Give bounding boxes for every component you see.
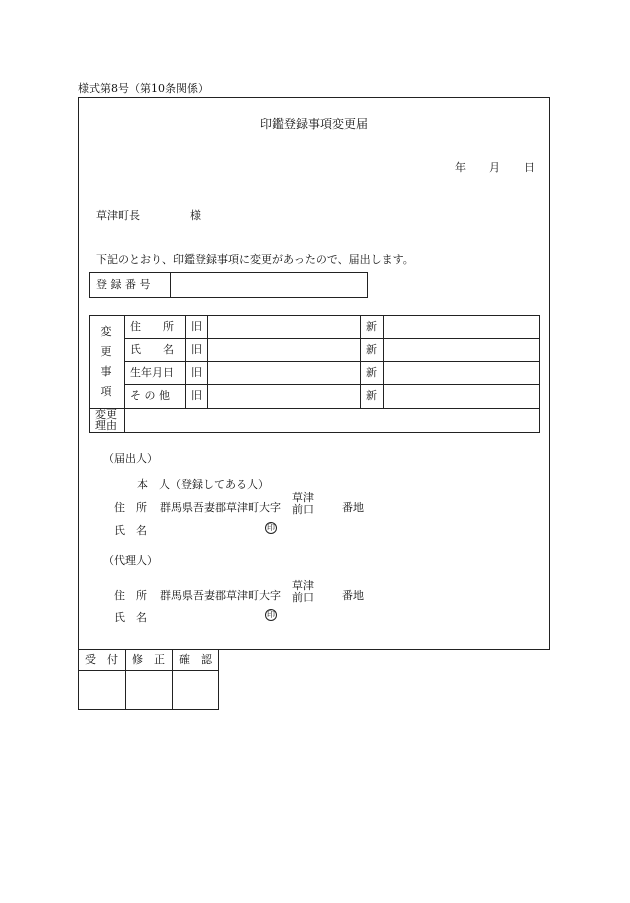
change-heading-char: 変: [100, 325, 112, 338]
change-col-divider-1: [124, 315, 125, 433]
agent-heading: （代理人）: [103, 554, 158, 567]
notifier-address-label: 住 所: [114, 501, 147, 514]
old-birthdate-field[interactable]: [212, 367, 356, 379]
addressee-town: 草津町長: [96, 209, 140, 222]
reason-label-line-1: 変更: [95, 408, 117, 421]
change-row-divider-3: [124, 384, 540, 385]
change-heading-char: 項: [100, 385, 112, 398]
date-day: 日: [524, 161, 535, 174]
old-name-field[interactable]: [212, 344, 356, 356]
agent-name-label: 氏 名: [114, 611, 147, 624]
agent-address-label: 住 所: [114, 589, 147, 602]
agent-district-2: 前口: [292, 591, 314, 604]
new-label: 新: [366, 320, 377, 333]
new-label: 新: [366, 389, 377, 402]
old-label: 旧: [191, 389, 202, 402]
notifier-seal-mark: 印: [267, 523, 275, 532]
form-label: 様式第8号（第10条関係）: [78, 82, 209, 95]
reason-field[interactable]: [130, 414, 535, 426]
row-label-birthdate: 生年月日: [130, 366, 174, 379]
old-other-field[interactable]: [212, 390, 356, 402]
registration-number-field[interactable]: [176, 279, 362, 291]
agent-address-prefix: 群馬県吾妻郡草津町大字: [160, 589, 281, 602]
notifier-self-note: 本 人（登録してある人）: [137, 478, 269, 491]
new-name-field[interactable]: [388, 344, 536, 356]
registration-label: 登 録 番 号: [96, 278, 151, 291]
new-label: 新: [366, 343, 377, 356]
addressee-honorific: 様: [190, 209, 201, 222]
notifier-address-prefix: 群馬県吾妻郡草津町大字: [160, 501, 281, 514]
old-address-field[interactable]: [212, 321, 356, 333]
agent-seal-mark: 印: [267, 610, 275, 619]
row-label-other: そ の 他: [130, 389, 170, 402]
notifier-district: [292, 492, 314, 516]
change-row-divider-2: [124, 361, 540, 362]
office-confirmed-label: 確 認: [179, 653, 212, 666]
agent-lot-label: 番地: [342, 589, 364, 602]
row-label-name: 氏 名: [130, 343, 174, 356]
old-label: 旧: [191, 366, 202, 379]
office-row-divider: [78, 670, 219, 671]
notifier-district-2: 前口: [292, 503, 314, 516]
agent-district: [292, 580, 314, 604]
old-label: 旧: [191, 320, 202, 333]
date-month: 月: [489, 161, 500, 174]
change-row-divider-1: [124, 338, 540, 339]
reason-label-line-2: 理由: [95, 419, 117, 432]
office-received-label: 受 付: [85, 653, 118, 666]
agent-district-1: 草津: [292, 579, 314, 592]
new-address-field[interactable]: [388, 321, 536, 333]
date-year: 年: [455, 161, 466, 174]
old-label: 旧: [191, 343, 202, 356]
intro-text: 下記のとおり、印鑑登録事項に変更があったので、届出します。: [96, 253, 414, 266]
notifier-name-label: 氏 名: [114, 524, 147, 537]
notifier-heading: （届出人）: [103, 452, 158, 465]
change-heading-char: 更: [100, 345, 112, 358]
office-corrected-label: 修 正: [132, 653, 165, 666]
change-row-divider-4: [89, 408, 540, 409]
row-label-address: 住 所: [130, 320, 174, 333]
page-title: 印鑑登録事項変更届: [259, 117, 368, 131]
new-other-field[interactable]: [388, 390, 536, 402]
registration-divider: [170, 272, 171, 298]
new-birthdate-field[interactable]: [388, 367, 536, 379]
notifier-lot-label: 番地: [342, 501, 364, 514]
change-heading-char: 事: [100, 365, 112, 378]
new-label: 新: [366, 366, 377, 379]
notifier-district-1: 草津: [292, 491, 314, 504]
